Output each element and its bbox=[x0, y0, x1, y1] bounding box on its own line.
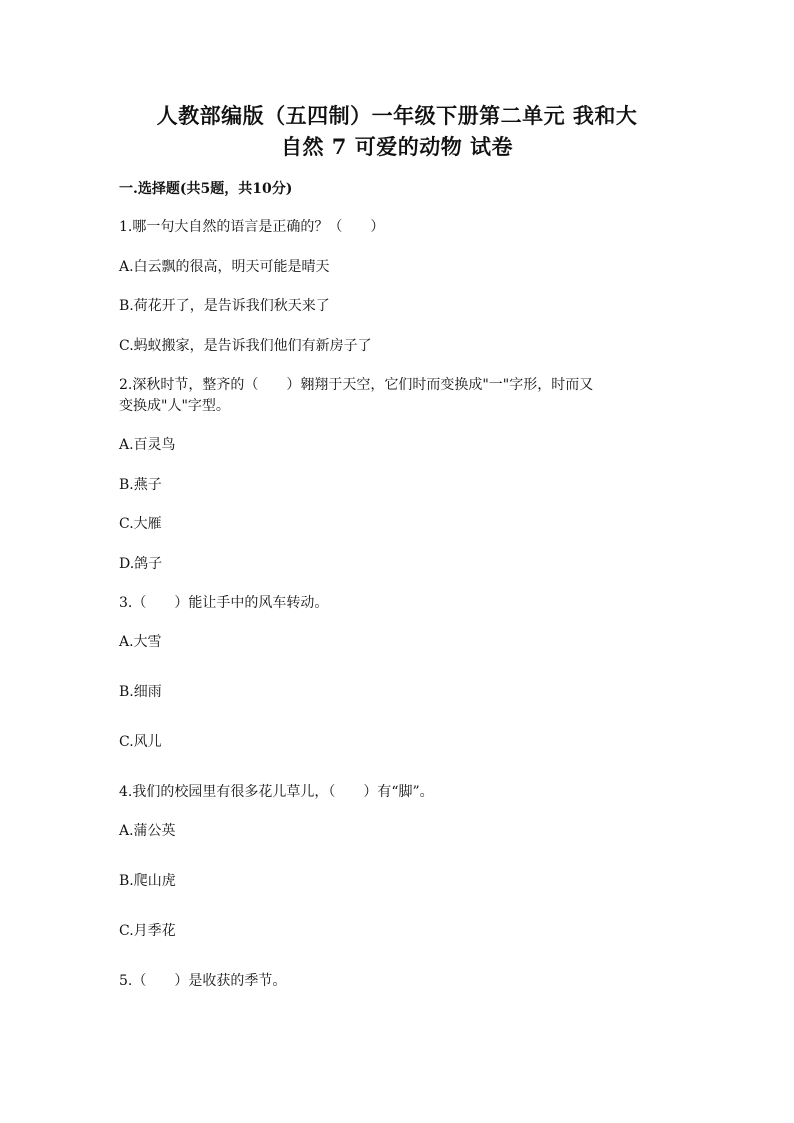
question-4-stem: 4.我们的校园里有很多花儿草儿，（ ）有“脚”。 bbox=[119, 784, 434, 800]
question-3-option-c: C.风儿 bbox=[119, 734, 162, 750]
question-1-option-b: B.荷花开了，是告诉我们秋天来了 bbox=[119, 298, 330, 314]
question-3-stem: 3.（ ）能让手中的风车转动。 bbox=[119, 595, 329, 611]
question-1-option-c: C.蚂蚁搬家，是告诉我们他们有新房子了 bbox=[119, 338, 372, 354]
question-2-option-d: D.鸽子 bbox=[119, 556, 163, 572]
question-2-option-a: A.百灵鸟 bbox=[119, 437, 176, 453]
question-2-option-c: C.大雁 bbox=[119, 516, 162, 532]
question-4-option-b: B.爬山虎 bbox=[119, 873, 176, 889]
exam-title-line-1: 人教部编版（五四制）一年级下册第二单元 我和大 bbox=[156, 103, 638, 128]
question-3-option-a: A.大雪 bbox=[119, 634, 162, 650]
exam-title-line-2: 自然 7 可爱的动物 试卷 bbox=[280, 134, 514, 159]
question-2-stem-line-1: 2.深秋时节，整齐的（ ）翱翔于天空，它们时而变换成"一"字形，时而又 bbox=[119, 377, 594, 393]
question-1-stem: 1.哪一句大自然的语言是正确的？（ ） bbox=[119, 219, 385, 235]
question-3-option-b: B.细雨 bbox=[119, 684, 162, 700]
question-4-option-a: A.蒲公英 bbox=[119, 823, 176, 839]
question-2-stem-line-2: 变换成"人"字型。 bbox=[119, 398, 230, 414]
question-4-option-c: C.月季花 bbox=[119, 923, 176, 939]
question-2-option-b: B.燕子 bbox=[119, 477, 162, 493]
question-1-option-a: A.白云飘的很高，明天可能是晴天 bbox=[119, 259, 330, 275]
section-header: 一.选择题(共5题，共10分) bbox=[119, 181, 293, 197]
question-5-stem: 5.（ ）是收获的季节。 bbox=[119, 973, 287, 989]
